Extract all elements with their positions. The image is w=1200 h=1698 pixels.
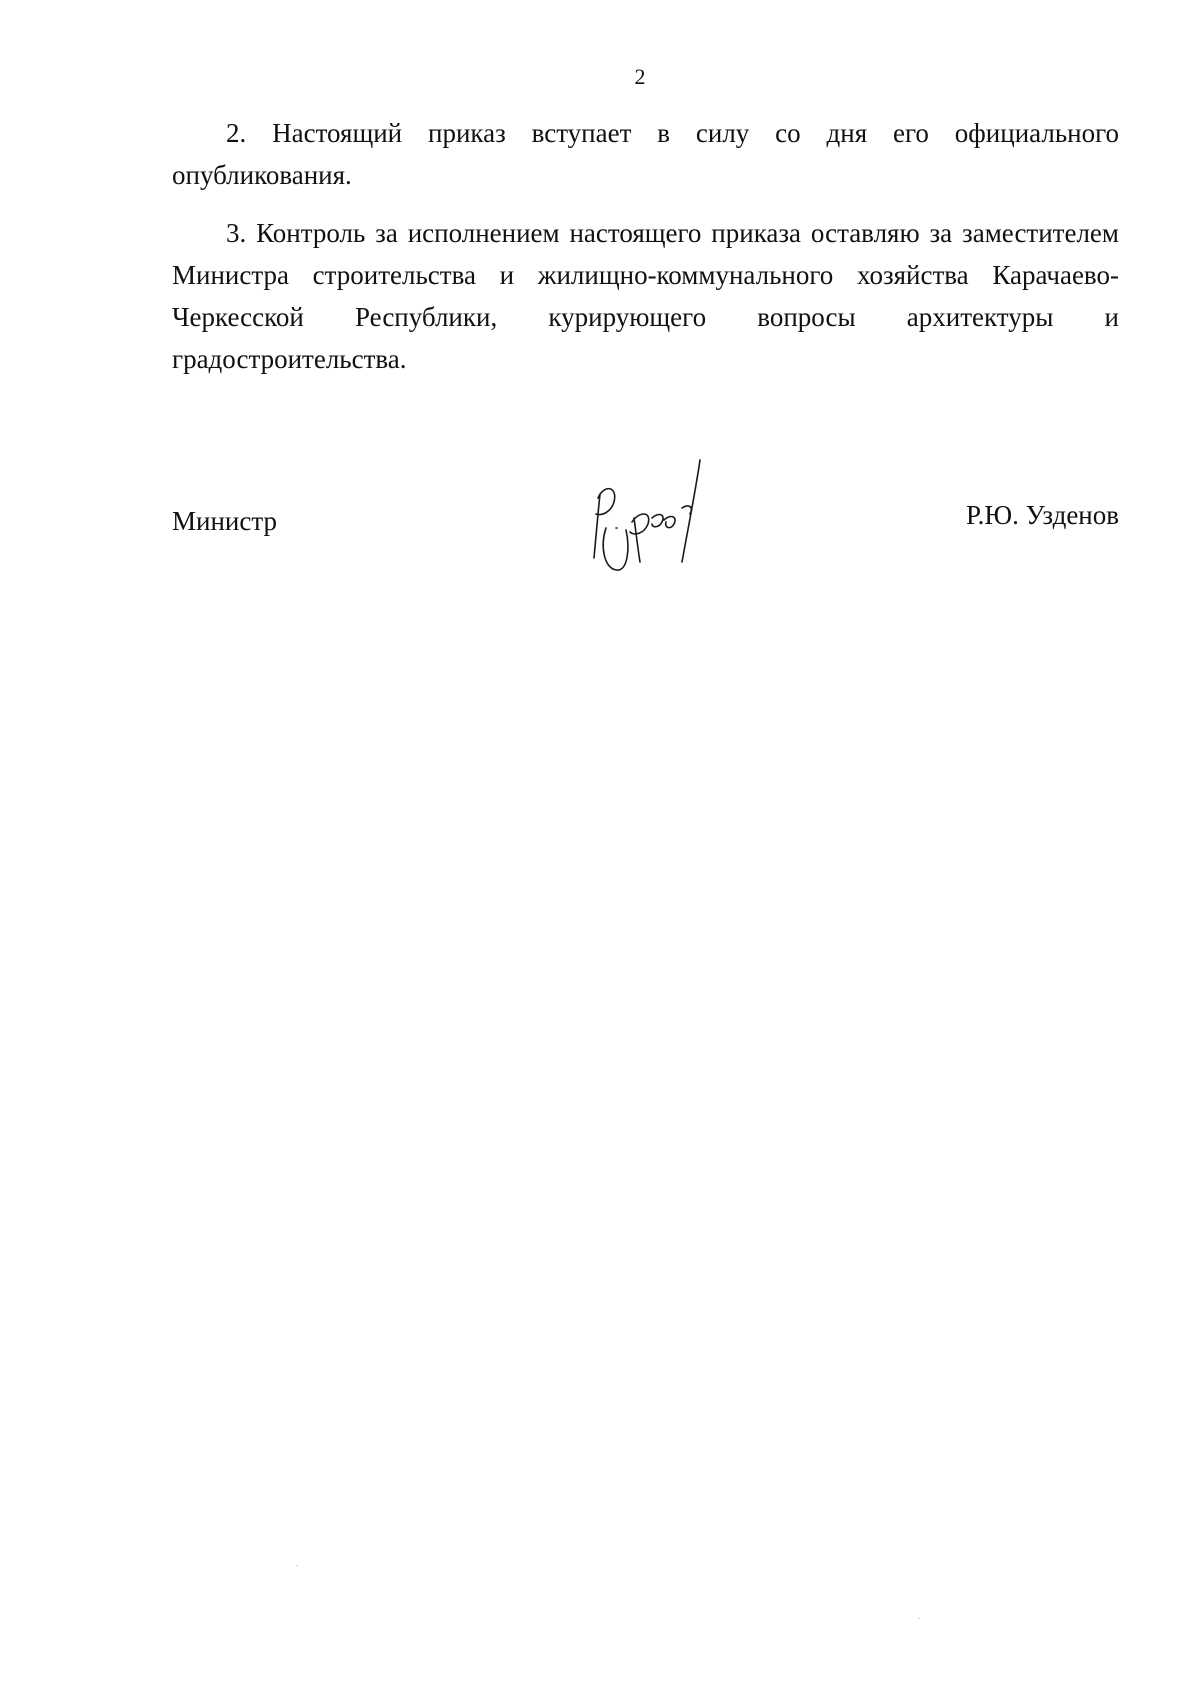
page-number: 2 (634, 64, 646, 89)
scan-speck (918, 1618, 920, 1619)
paragraph-control (172, 212, 1119, 380)
signature-block (172, 500, 1119, 610)
paragraph-entry-into-force (172, 112, 1119, 196)
signatory-name: Р.Ю. Узденов (966, 500, 1119, 530)
paragraph-text: 2. Настоящий приказ вступает в силу со дня его официального опубликования. (172, 118, 1119, 190)
scan-speck (296, 1565, 298, 1566)
paragraph-text: 3. Контроль за исполнением настоящего приказа оставляю за заместителем Министра строительства и жилищно-коммунального хозяйства Карачаево-Черкесской Республики, курирующего вопросы архитектуры и градостроительства. (172, 218, 1119, 374)
signatory-title: Министр (172, 506, 277, 536)
handwritten-signature (582, 458, 712, 578)
